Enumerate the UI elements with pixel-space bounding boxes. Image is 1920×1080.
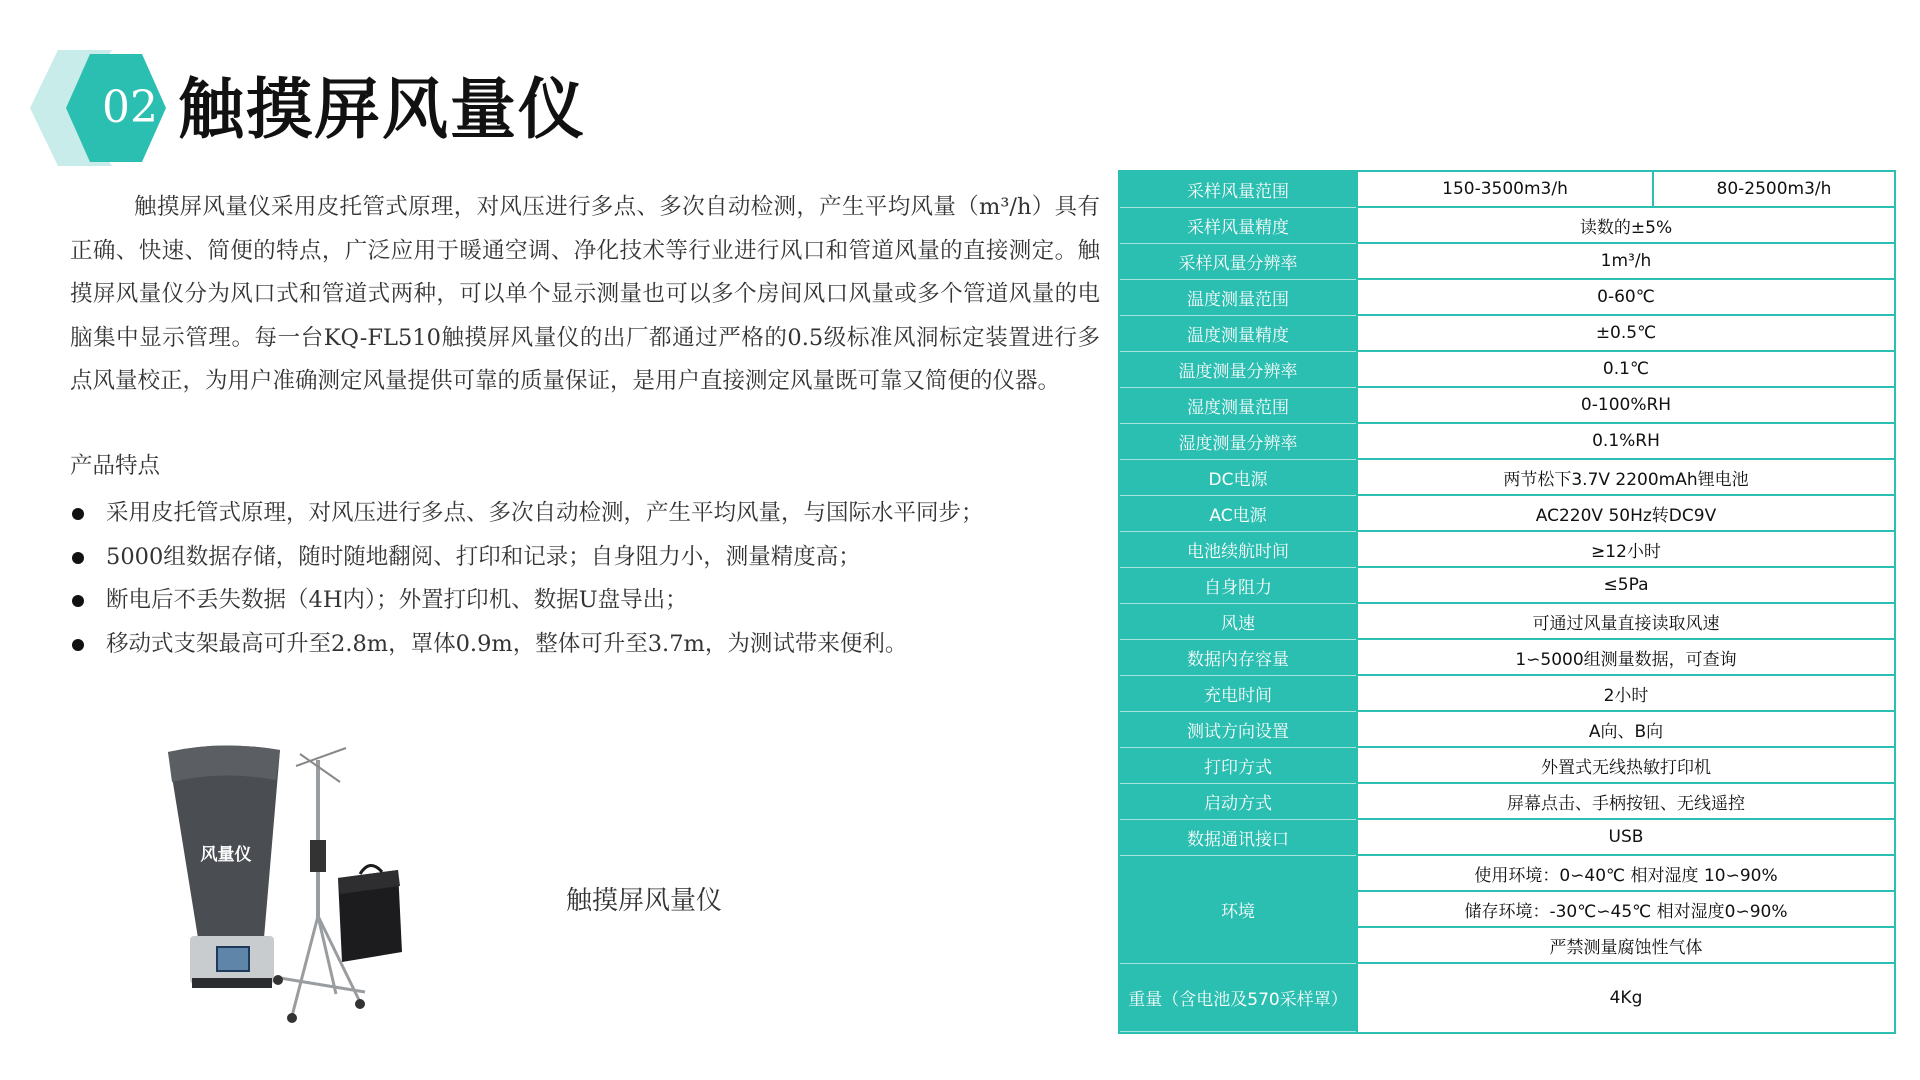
spec-value: 0-60℃ — [1356, 280, 1894, 316]
spec-row — [1120, 496, 1894, 532]
spec-value: 4Kg — [1356, 964, 1894, 1032]
spec-value: 两节松下3.7V 2200mAh锂电池 — [1356, 460, 1894, 496]
page-title: 触摸屏风量仪 — [178, 70, 586, 148]
spec-label: 采样风量分辨率 — [1120, 244, 1356, 280]
bullet-icon — [72, 508, 84, 520]
spec-label: 风速 — [1120, 604, 1356, 640]
feature-item: 采用皮托管式原理，对风压进行多点、多次自动检测，产生平均风量，与国际水平同步； — [70, 492, 984, 536]
spec-label: 重量（含电池及570采样罩） — [1120, 964, 1356, 1032]
spec-row-weight — [1120, 964, 1894, 1032]
spec-row — [1120, 784, 1894, 820]
spec-label: AC电源 — [1120, 496, 1356, 532]
bullet-icon — [72, 552, 84, 564]
spec-value: 屏幕点击、手柄按钮、无线遥控 — [1356, 784, 1894, 820]
spec-value: 使用环境：0∽40℃ 相对湿度 10∽90% — [1356, 856, 1894, 892]
svg-text:风量仪: 风量仪 — [200, 845, 252, 865]
spec-value: ≥12小时 — [1356, 532, 1894, 568]
spec-row — [1120, 820, 1894, 856]
spec-row — [1120, 568, 1894, 604]
spec-value: 1m³/h — [1356, 244, 1894, 280]
product-caption: 触摸屏风量仪 — [566, 886, 723, 916]
spec-value: AC220V 50Hz转DC9V — [1356, 496, 1894, 532]
features-title: 产品特点 — [70, 453, 161, 479]
spec-row — [1120, 244, 1894, 280]
spec-value: 读数的±5% — [1356, 208, 1894, 244]
spec-value: 0.1%RH — [1356, 424, 1894, 460]
spec-value: USB — [1356, 820, 1894, 856]
spec-value: 可通过风量直接读取风速 — [1356, 604, 1894, 640]
spec-label: 采样风量精度 — [1120, 208, 1356, 244]
spec-value: 1∽5000组测量数据，可查询 — [1356, 640, 1894, 676]
spec-value: 0-100%RH — [1356, 388, 1894, 424]
feature-item: 断电后不丢失数据（4H内）；外置打印机、数据U盘导出； — [70, 579, 984, 623]
spec-label: 数据内存容量 — [1120, 640, 1356, 676]
spec-label: 数据通讯接口 — [1120, 820, 1356, 856]
spec-value: ≤5Pa — [1356, 568, 1894, 604]
spec-value: 外置式无线热敏打印机 — [1356, 748, 1894, 784]
spec-row — [1120, 208, 1894, 244]
spec-value: 80-2500m3/h — [1652, 172, 1894, 208]
spec-label: 温度测量精度 — [1120, 316, 1356, 352]
spec-label: 充电时间 — [1120, 676, 1356, 712]
bullet-icon — [72, 639, 84, 651]
spec-value: A向、B向 — [1356, 712, 1894, 748]
spec-label: 测试方向设置 — [1120, 712, 1356, 748]
spec-row — [1120, 280, 1894, 316]
spec-row — [1120, 424, 1894, 460]
spec-label: 温度测量范围 — [1120, 280, 1356, 316]
spec-table — [1118, 170, 1896, 1034]
spec-label: 启动方式 — [1120, 784, 1356, 820]
spec-value: ±0.5℃ — [1356, 316, 1894, 352]
spec-value: 储存环境：-30℃∽45℃ 相对湿度0∽90% — [1356, 892, 1894, 928]
spec-label: DC电源 — [1120, 460, 1356, 496]
section-number: 02 — [102, 82, 158, 133]
spec-label: 环境 — [1120, 856, 1356, 964]
spec-row — [1120, 712, 1894, 748]
bullet-icon — [72, 595, 84, 607]
section-badge — [30, 48, 166, 168]
spec-value: 严禁测量腐蚀性气体 — [1356, 928, 1894, 964]
product-image — [160, 740, 460, 1030]
spec-row — [1120, 316, 1894, 352]
spec-value: 150-3500m3/h — [1356, 172, 1652, 208]
spec-row — [1120, 460, 1894, 496]
spec-row — [1120, 640, 1894, 676]
spec-label: 湿度测量范围 — [1120, 388, 1356, 424]
spec-label: 温度测量分辨率 — [1120, 352, 1356, 388]
spec-label: 采样风量范围 — [1120, 172, 1356, 208]
intro-paragraph: 触摸屏风量仪采用皮托管式原理，对风压进行多点、多次自动检测，产生平均风量（m³/h）具有正确、快速、简便的特点，广泛应用于暖通空调、净化技术等行业进行风口和管道风量的直接测定。触摸屏风量仪分为风口式和管道式两种，可以单个显示测量也可以多个房间风口风量或多个管道风量的电脑集中显示管理。每一台KQ-FL510触摸屏风量仪的出厂都通过严格的0.5级标准风洞标定装置进行多点风量校正，为用户准确测定风量提供可靠的质量保证，是用户直接测定风量既可靠又简便的仪器。 — [70, 194, 1100, 394]
spec-label: 电池续航时间 — [1120, 532, 1356, 568]
spec-row — [1120, 352, 1894, 388]
spec-row — [1120, 676, 1894, 712]
spec-value: 2小时 — [1356, 676, 1894, 712]
spec-label: 自身阻力 — [1120, 568, 1356, 604]
feature-list — [70, 492, 984, 666]
spec-row — [1120, 748, 1894, 784]
spec-row — [1120, 172, 1894, 208]
spec-row — [1120, 532, 1894, 568]
feature-item: 移动式支架最高可升至2.8m，罩体0.9m，整体可升至3.7m，为测试带来便利。 — [70, 623, 984, 667]
spec-row-environment — [1120, 856, 1894, 964]
feature-item: 5000组数据存储，随时随地翻阅、打印和记录；自身阻力小，测量精度高； — [70, 536, 984, 580]
spec-row — [1120, 604, 1894, 640]
spec-label: 湿度测量分辨率 — [1120, 424, 1356, 460]
spec-value: 0.1℃ — [1356, 352, 1894, 388]
spec-label: 打印方式 — [1120, 748, 1356, 784]
spec-row — [1120, 388, 1894, 424]
